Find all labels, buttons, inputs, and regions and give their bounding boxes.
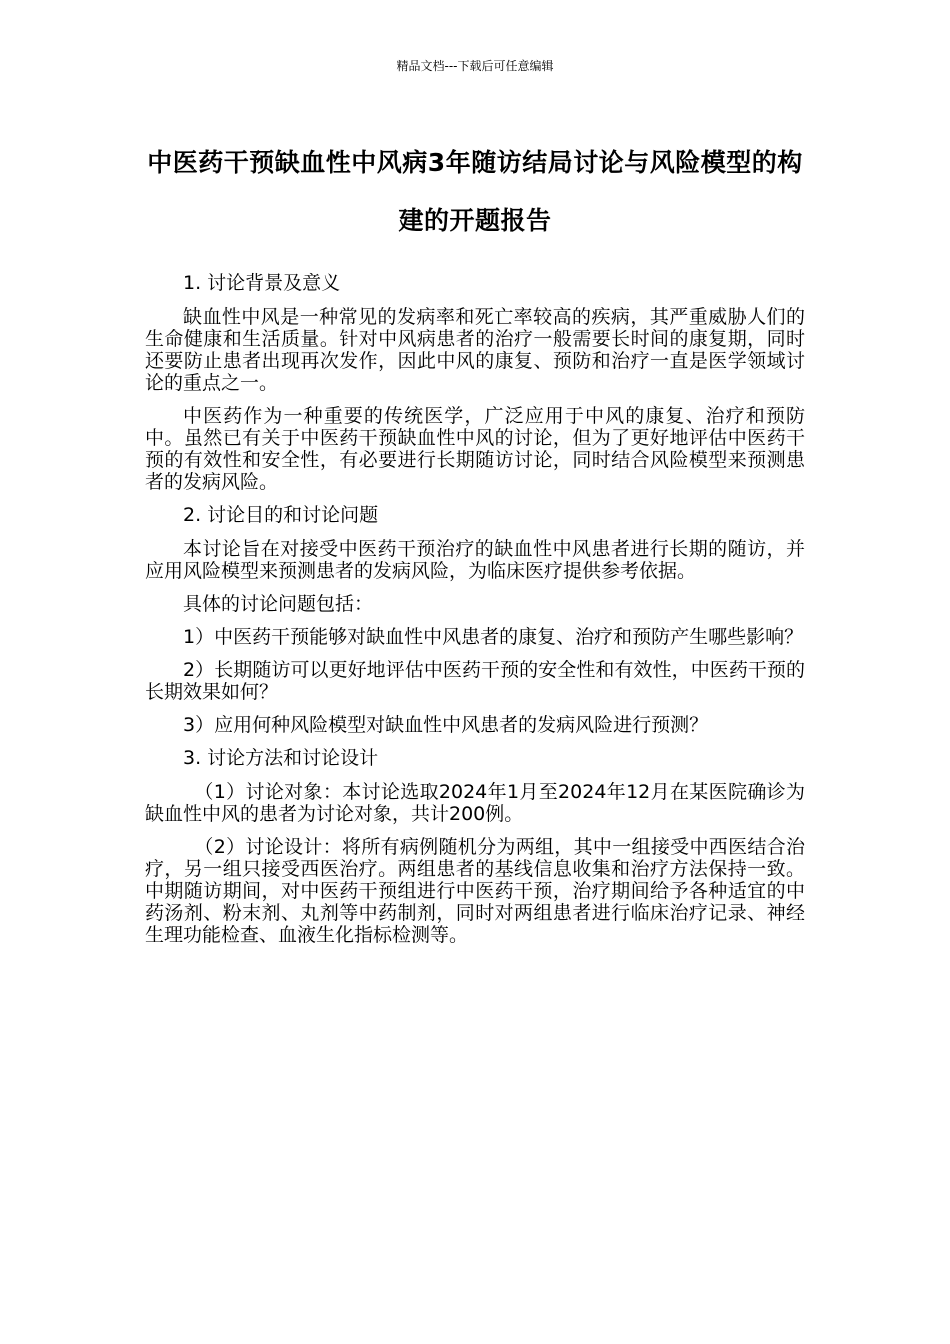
method-item-design: （2）讨论设计：将所有病例随机分为两组，其中一组接受中西医结合治疗，另一组只接受西医治疗。两组患者的基线信息收集和治疗方法保持一致。中期随访期间，对中医药干预组进行中医药干预，治疗期间给予各种适宜的中药汤剂、粉末剂、丸剂等中药制剂，同时对两组患者进行临床治疗记录、神经生理功能检查、血液生化指标检测等。 bbox=[145, 836, 805, 946]
section-heading-objectives: 2. 讨论目的和讨论问题 bbox=[183, 504, 379, 526]
question-item-3: 3）应用何种风险模型对缺血性中风患者的发病风险进行预测？ bbox=[183, 714, 709, 736]
section-heading-background: 1. 讨论背景及意义 bbox=[183, 272, 341, 294]
paragraph-objective: 本讨论旨在对接受中医药干预治疗的缺血性中风患者进行长期的随访，并应用风险模型来预测患者的发病风险，为临床医疗提供参考依据。 bbox=[145, 538, 805, 582]
question-item-1: 1）中医药干预能够对缺血性中风患者的康复、治疗和预防产生哪些影响？ bbox=[183, 626, 804, 648]
paragraph-questions-lead: 具体的讨论问题包括： bbox=[183, 593, 374, 615]
document-body bbox=[145, 272, 805, 957]
method-item-subjects: （1）讨论对象：本讨论选取2024年1月至2024年12月在某医院确诊为缺血性中风的患者为讨论对象，共计200例。 bbox=[145, 781, 805, 825]
paragraph-stroke-intro: 缺血性中风是一种常见的发病率和死亡率较高的疾病，其严重威胁人们的生命健康和生活质量。针对中风病患者的治疗一般需要长时间的康复期，同时还要防止患者出现再次发作，因此中风的康复、预防和治疗一直是医学领域讨论的重点之一。 bbox=[145, 306, 805, 394]
section-heading-methods: 3. 讨论方法和讨论设计 bbox=[183, 747, 379, 769]
question-item-2: 2）长期随访可以更好地评估中医药干预的安全性和有效性，中医药干预的长期效果如何？ bbox=[145, 659, 805, 703]
paragraph-tcm-intro: 中医药作为一种重要的传统医学，广泛应用于中风的康复、治疗和预防中。虽然已有关于中医药干预缺血性中风的讨论，但为了更好地评估中医药干预的有效性和安全性，有必要进行长期随访讨论，同时结合风险模型来预测患者的发病风险。 bbox=[145, 405, 805, 493]
document-title: 中医药干预缺血性中风病3年随访结局讨论与风险模型的构建的开题报告 bbox=[147, 148, 803, 235]
page-header: 精品文档---下载后可任意编辑 bbox=[396, 59, 554, 73]
